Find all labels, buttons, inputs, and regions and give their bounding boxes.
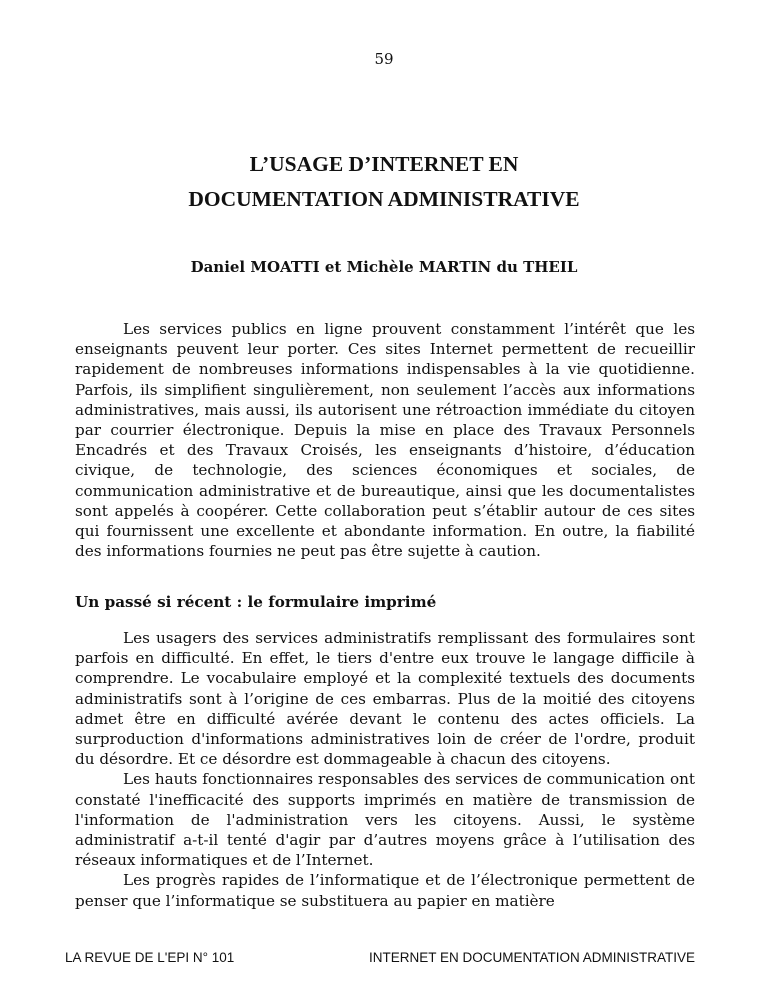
- page-footer: [65, 950, 695, 965]
- article-title: [0, 147, 768, 217]
- section-paragraph-2: Les hauts fonctionnaires responsables des services de communication ont constaté l'inefficacité des supports imprimés en matière de transmission de l'information de l'administration vers les citoyens. Aussi, le système administratif a-t-il tenté d'agir par d’autres moyens grâce à l’utilisation des réseaux informatiques et de l’Internet.: [75, 770, 695, 870]
- section-paragraph-3: Les progrès rapides de l’informatique et de l’électronique permettent de penser que l’informatique se substituera au papier en matière: [75, 871, 695, 910]
- section-paragraph-1: Les usagers des services administratifs remplissant des formulaires sont parfois en difficulté. En effet, le tiers d'entre eux trouve le langage difficile à comprendre. Le vocabulaire employé et la complexité textuels des documents administratifs sont à l’origine de ces embarras. Plus de la moitié des citoyens admet être en difficulté avérée devant le contenu des actes officiels. La surproduction d'informations administratives loin de créer de l'ordre, produit du désordre. Et ce désordre est dommageable à chacun des citoyens.: [75, 629, 695, 769]
- title-line-2: DOCUMENTATION ADMINISTRATIVE: [188, 187, 580, 211]
- footer-running-title: INTERNET EN DOCUMENTATION ADMINISTRATIVE: [368, 950, 695, 965]
- section-heading: Un passé si récent : le formulaire imprimé: [75, 593, 437, 611]
- footer-journal: LA REVUE DE L'EPI N° 101: [65, 950, 235, 965]
- page-number: 59: [374, 50, 394, 68]
- intro-section: [75, 319, 695, 561]
- article-authors: Daniel MOATTI et Michèle MARTIN du THEIL: [190, 258, 578, 276]
- intro-paragraph: Les services publics en ligne prouvent constamment l’intérêt que les enseignants peuvent leur porter. Ces sites Internet permettent de recueillir rapidement de nombreuses informations indispensables à la vie quotidienne. Parfois, ils simplifient singulièrement, non seulement l’accès aux informations administratives, mais aussi, ils autorisent une rétroaction immédiate du citoyen par courrier électronique. Depuis la mise en place des Travaux Personnels Encadrés et des Travaux Croisés, les enseignants d’histoire, d’éducation civique, de technologie, des sciences économiques et sociales, de communication administrative et de bureautique, ainsi que les documentalistes sont appelés à coopérer. Cette collaboration peut s’établir autour de ces sites qui fournissent une excellente et abondante information. En outre, la fiabilité des informations fournies ne peut pas être sujette à caution.: [75, 320, 695, 561]
- section-body: [75, 628, 695, 911]
- title-line-1: L’USAGE D’INTERNET EN: [249, 152, 519, 176]
